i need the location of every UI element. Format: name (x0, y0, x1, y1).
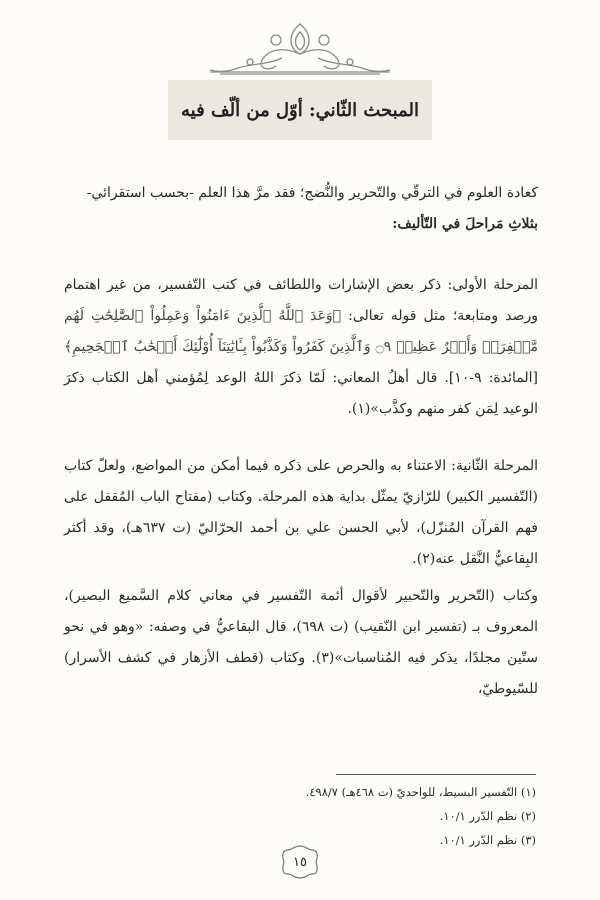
page-number-badge (280, 844, 320, 880)
header-ornament (190, 20, 410, 80)
intro-line-2: بثلاثِ مَراحلَ في التّأليف: (392, 216, 538, 232)
section-title: المبحث الثّاني: أوّل من ألّف فيه (181, 99, 419, 121)
stage-one-paragraph (64, 270, 538, 425)
footnote-2: (٢) نظم الدّرر ١٠/١. (439, 809, 536, 823)
footnote-1: (١) التّفسير البسيط، للواحديّ (ت ٤٦٨هـ) ٤٩٨/٧. (305, 785, 536, 799)
stage-two-paragraph-continued: وكتاب (التّحرير والتّحبير لأقوال أئمة التّفسير في معاني كلام السَّميع البصير)، المعروف بـ (تفسير ابن النّقيب) (ت ٦٩٨)، قال البقاعيُّ في وصفه: «وهو في نحو ستّين مجلدًا، يذكر فيه المُناسبات»(٣). وكتاب (قطف الأزهار في كشف الأسرار) للسّيوطيّ، (64, 588, 539, 697)
intro-line-1: كعادة العلوم في الترقّي والتّحرير والنُّضج؛ فقد مرَّ هذا العلم -بحسب استقرائي- (86, 185, 538, 201)
footnotes (62, 780, 536, 852)
stage-one-text: المرحلة الأولى: ذكر بعض الإشارات واللطائف في كتب التّفسير، من غير اهتمام ورصد ومتابعة؛ مثل قوله تعالى: (64, 277, 538, 324)
section-title-box (168, 80, 432, 140)
quran-verse: ﴿وَعَدَ ٱللَّهُ ٱلَّذِينَ ءَامَنُواْ وَعَمِلُواْ ٱلصَّٰلِحَٰتِ لَهُم مَّغۡفِرَةٞ وَأَجۡرٌ عَظِيمٞ ۝٩ وَٱلَّذِينَ كَفَرُواْ وَكَذَّبُواْ بِـَٔايَٰتِنَآ أُوْلَٰٓئِكَ أَصۡحَٰبُ ٱلۡجَحِيمِ﴾ (64, 308, 538, 355)
page-number: ١٥ (293, 854, 307, 870)
stage-two-paragraph: المرحلة الثّانية: الاعتناء به والحرص على ذكره فيما أمكن من المواضع، ولعلّ كتاب (التّفسير الكبير) للرّازيّ يمثّل بداية هذه المرحلة. وكتاب (مفتاح الباب المُقفل على فهم القرآن المُنزّل)، لأبي الحسن علي بن أحمد الحرّاليّ (ت ٦٣٧هـ)، وقد أكثر البِقاعيُّ النَّقل عنه(٢). (64, 458, 538, 567)
stage-one-text-continued: [المائدة: ٩-١٠]. قال أهلُ المعاني: لَمّا ذكرَ اللهُ الوعد لِمُؤمني أهل الكتاب ذكرَ الوعيد لِمَن كفر منهم وكذَّب»(١). (64, 370, 538, 417)
footnote-divider (336, 774, 536, 775)
footnote-3: (٣) نظم الدّرر ١٠/١. (439, 833, 536, 847)
main-text (64, 178, 538, 705)
